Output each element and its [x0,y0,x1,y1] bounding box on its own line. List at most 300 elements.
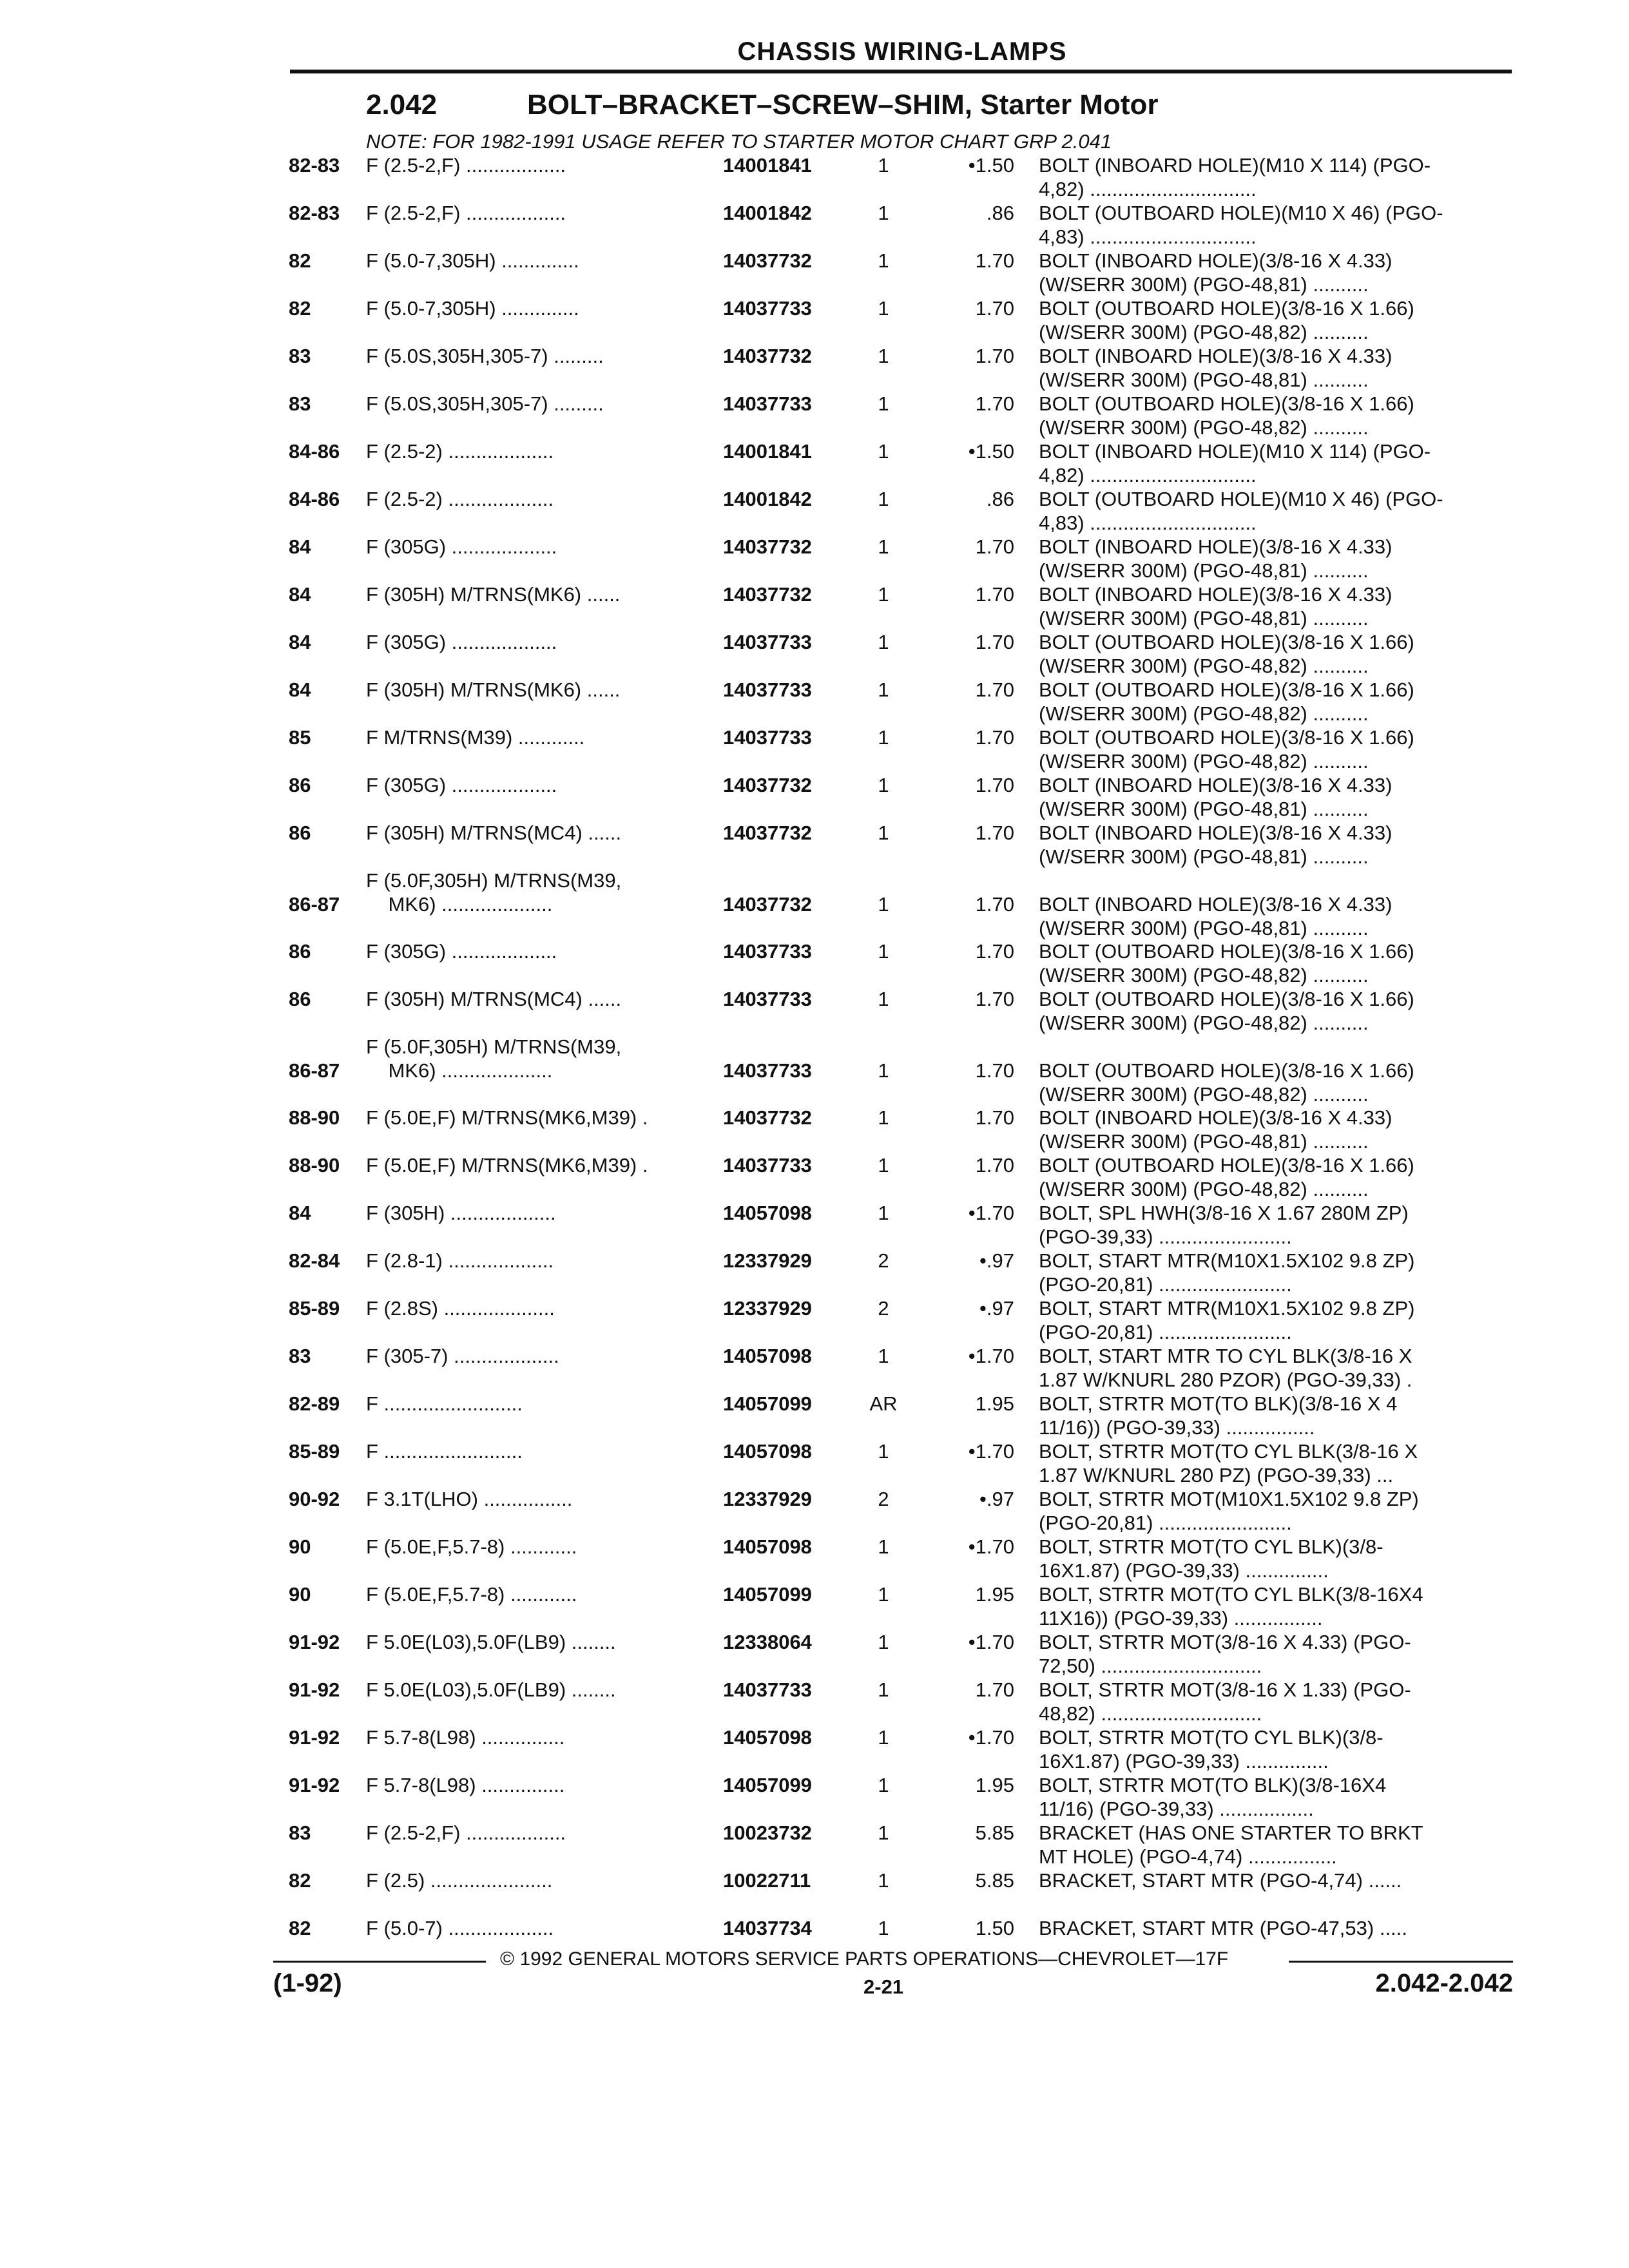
part-number: 14037733 [723,392,812,415]
table-row [0,630,1629,678]
quantity: 1 [878,1059,889,1082]
description-line: (W/SERR 300M) (PGO-48,81) .......... [1039,845,1369,868]
description-line: BRACKET, START MTR (PGO-47,53) ..... [1039,1917,1407,1939]
price: •.97 [979,1249,1014,1272]
application [366,1035,711,1082]
description [1039,1725,1505,1773]
application: F (5.0E,F) M/TRNS(MK6,M39) . [366,1154,648,1177]
description-line: BOLT (OUTBOARD HOLE)(3/8-16 X 1.66) [1039,1059,1414,1082]
part-number: 14037734 [723,1917,812,1939]
price: 1.70 [975,893,1014,916]
quantity: 1 [878,1821,889,1844]
description-line: 4,83) .............................. [1039,226,1257,248]
part-number: 14037732 [723,822,812,844]
model-years: 84 [289,631,311,653]
quantity: 1 [878,1726,889,1749]
description-line: BRACKET, START MTR (PGO-4,74) ...... [1039,1869,1402,1892]
model-years: 84 [289,1202,311,1224]
model-years: 86 [289,988,311,1010]
description-line: BOLT (OUTBOARD HOLE)(3/8-16 X 1.66) [1039,940,1414,963]
description-line: BOLT (OUTBOARD HOLE)(3/8-16 X 1.66) [1039,726,1414,749]
description-line: (PGO-20,81) ........................ [1039,1512,1292,1534]
application: F 5.7-8(L98) ............... [366,1774,565,1796]
description-line: BOLT, SPL HWH(3/8-16 X 1.67 280M ZP) [1039,1202,1409,1224]
table-row [0,249,1629,296]
model-years: 90 [289,1535,311,1558]
table-row [0,1153,1629,1201]
description-line: BOLT (OUTBOARD HOLE)(3/8-16 X 1.66) [1039,631,1414,653]
price: •.97 [979,1488,1014,1510]
description [1039,821,1505,869]
description-line: (PGO-20,81) ........................ [1039,1273,1292,1296]
application: F (5.0-7,305H) .............. [366,249,579,272]
description [1039,1344,1505,1392]
model-years: 86-87 [289,1059,340,1082]
description [1039,535,1505,582]
model-years: 85-89 [289,1297,340,1320]
quantity: 1 [878,154,889,177]
model-years: 85-89 [289,1440,340,1463]
table-row [0,1487,1629,1535]
part-number: 14057099 [723,1774,812,1796]
description [1039,1678,1505,1725]
revision-date: (1-92) [273,1969,342,1997]
quantity: 1 [878,488,889,510]
description-line: (W/SERR 300M) (PGO-48,82) .......... [1039,702,1369,725]
quantity: 1 [878,440,889,463]
application: F (2.8-1) ................... [366,1249,554,1272]
quantity: 1 [878,1917,889,1939]
quantity: 1 [878,631,889,653]
description-line: BOLT, STRTR MOT(TO CYL BLK(3/8-16X4 [1039,1583,1423,1606]
description-line: BOLT (INBOARD HOLE)(3/8-16 X 4.33) [1039,893,1393,916]
description [1039,1535,1505,1582]
part-number: 14037732 [723,249,812,272]
table-row [0,1296,1629,1344]
description-line: (W/SERR 300M) (PGO-48,81) .......... [1039,369,1369,391]
quantity: 1 [878,392,889,415]
model-years: 91-92 [289,1631,340,1653]
model-years: 82-83 [289,154,340,177]
description-line: 11X16)) (PGO-39,33) ................ [1039,1607,1323,1629]
description [1039,582,1505,630]
quantity: 1 [878,202,889,224]
application [366,869,711,916]
quantity: 1 [878,988,889,1010]
price: 1.70 [975,774,1014,796]
model-years: 88-90 [289,1154,340,1177]
application: F (2.8S) .................... [366,1297,555,1320]
price: •1.70 [968,1440,1014,1463]
description [1039,201,1505,249]
model-years: 84 [289,678,311,701]
price: 5.85 [975,1821,1014,1844]
part-number: 14037733 [723,1059,812,1082]
description-line: 4,83) .............................. [1039,512,1257,534]
price: 1.70 [975,1154,1014,1177]
quantity: 1 [878,940,889,963]
description [1039,439,1505,487]
section-number: 2.042 [366,89,438,120]
part-number: 14037732 [723,1106,812,1129]
model-years: 90 [289,1583,311,1606]
description [1039,153,1505,201]
price: •1.50 [968,440,1014,463]
application: F 5.0E(L03),5.0F(LB9) ........ [366,1678,616,1701]
model-years: 82-84 [289,1249,340,1272]
table-row [0,344,1629,392]
table-row [0,1344,1629,1392]
description-line: BOLT (INBOARD HOLE)(3/8-16 X 4.33) [1039,822,1393,844]
description-line: (W/SERR 300M) (PGO-48,82) .......... [1039,1083,1369,1106]
price: 1.50 [975,1917,1014,1939]
model-years: 83 [289,1821,311,1844]
model-years: 91-92 [289,1678,340,1701]
price: 1.70 [975,392,1014,415]
application: F (2.5-2,F) .................. [366,1821,566,1844]
table-row [0,726,1629,773]
section-range: 2.042-2.042 [1375,1969,1513,1997]
price: 1.95 [975,1392,1014,1415]
application: F (5.0S,305H,305-7) ......... [366,392,604,415]
quantity: 1 [878,893,889,916]
part-number: 14057099 [723,1583,812,1606]
description-line: 48,82) ............................. [1039,1702,1262,1725]
price: •.97 [979,1297,1014,1320]
description [1039,1487,1505,1535]
table-row [0,1582,1629,1630]
description [1039,1869,1505,1892]
price: 1.70 [975,678,1014,701]
model-years: 86 [289,774,311,796]
price: •1.70 [968,1631,1014,1653]
application: F (305G) ................... [366,631,557,653]
description-line: 11/16) (PGO-39,33) ................. [1039,1798,1314,1820]
description [1039,678,1505,726]
part-number: 14001841 [723,154,812,177]
table-row [0,987,1629,1035]
part-number: 14037733 [723,1678,812,1701]
model-years: 88-90 [289,1106,340,1129]
application-line: F (5.0F,305H) M/TRNS(M39, [366,1035,622,1058]
description [1039,344,1505,392]
description [1039,296,1505,344]
application-line: MK6) .................... [366,893,553,916]
description-line: BOLT, START MTR(M10X1.5X102 9.8 ZP) [1039,1249,1415,1272]
model-years: 84-86 [289,440,340,463]
price: 1.70 [975,1106,1014,1129]
description [1039,630,1505,678]
description [1039,487,1505,535]
quantity: 1 [878,1202,889,1224]
description-line: (W/SERR 300M) (PGO-48,82) .......... [1039,750,1369,773]
model-years: 84 [289,535,311,558]
application: F ......................... [366,1392,523,1415]
description-line: (W/SERR 300M) (PGO-48,81) .......... [1039,273,1369,296]
description-line: 16X1.87) (PGO-39,33) ............... [1039,1559,1329,1582]
price: 1.95 [975,1583,1014,1606]
quantity: 2 [878,1297,889,1320]
application: F (305-7) ................... [366,1345,559,1367]
table-row [0,1725,1629,1773]
price: 1.70 [975,988,1014,1010]
price: 1.70 [975,631,1014,653]
part-number: 14001842 [723,202,812,224]
description-line: BOLT, STRTR MOT(M10X1.5X102 9.8 ZP) [1039,1488,1419,1510]
price: 1.70 [975,940,1014,963]
description [1039,726,1505,773]
part-number: 14037732 [723,535,812,558]
description [1039,892,1505,940]
description [1039,987,1505,1035]
copyright-line: © 1992 GENERAL MOTORS SERVICE PARTS OPERATIONS—CHEVROLET—17F [500,1948,1229,1970]
description-line: (W/SERR 300M) (PGO-48,82) .......... [1039,964,1369,986]
model-years: 83 [289,392,311,415]
part-number: 14037733 [723,1154,812,1177]
description-line: (W/SERR 300M) (PGO-48,81) .......... [1039,1130,1369,1153]
part-number: 14037733 [723,940,812,963]
table-row [0,1249,1629,1296]
application: F (5.0E,F,5.7-8) ............ [366,1583,577,1606]
quantity: 1 [878,1345,889,1367]
application: F (2.5-2) ................... [366,488,554,510]
part-number: 14037733 [723,988,812,1010]
price: .86 [986,202,1014,224]
part-number: 14037733 [723,631,812,653]
description [1039,939,1505,987]
description-line: BOLT, STRTR MOT(3/8-16 X 4.33) (PGO- [1039,1631,1411,1653]
table-row [0,773,1629,821]
model-years: 82 [289,297,311,320]
price: •1.70 [968,1726,1014,1749]
description-line: 72,50) ............................. [1039,1655,1262,1677]
price: 1.95 [975,1774,1014,1796]
part-number: 14057098 [723,1345,812,1367]
part-number: 12337929 [723,1297,812,1320]
footer-divider-right [1289,1961,1513,1963]
model-years: 91-92 [289,1774,340,1796]
description-line: BOLT (OUTBOARD HOLE)(3/8-16 X 1.66) [1039,392,1414,415]
description-line: BOLT (INBOARD HOLE)(3/8-16 X 4.33) [1039,535,1393,558]
description-line: BOLT (INBOARD HOLE)(3/8-16 X 4.33) [1039,249,1393,272]
part-number: 14037733 [723,678,812,701]
part-number: 14057098 [723,1202,812,1224]
quantity: 1 [878,345,889,367]
price: 1.70 [975,726,1014,749]
table-row [0,1821,1629,1869]
description-line: 1.87 W/KNURL 280 PZ) (PGO-39,33) ... [1039,1464,1394,1486]
model-years: 82 [289,1917,311,1939]
model-years: 86 [289,822,311,844]
description-line: BOLT, STRTR MOT(TO CYL BLK)(3/8- [1039,1535,1383,1558]
description-line: (W/SERR 300M) (PGO-48,82) .......... [1039,321,1369,343]
application-line: MK6) .................... [366,1059,553,1082]
description-line: 1.87 W/KNURL 280 PZOR) (PGO-39,33) . [1039,1369,1412,1391]
section-title: BOLT–BRACKET–SCREW–SHIM, Starter Motor [527,89,1159,120]
application: F ......................... [366,1440,523,1463]
quantity: 1 [878,583,889,606]
price: 1.70 [975,583,1014,606]
quantity: 1 [878,1106,889,1129]
price: •1.70 [968,1345,1014,1367]
description-line: BOLT (INBOARD HOLE)(3/8-16 X 4.33) [1039,345,1393,367]
model-years: 90-92 [289,1488,340,1510]
table-row [0,1773,1629,1821]
part-number: 10022711 [723,1869,811,1892]
table-row [0,1439,1629,1487]
description-line: BOLT, START MTR TO CYL BLK(3/8-16 X [1039,1345,1412,1367]
table-row [0,1392,1629,1439]
usage-note: NOTE: FOR 1982-1991 USAGE REFER TO STARTER MOTOR CHART GRP 2.041 [366,130,1112,153]
model-years: 82-89 [289,1392,340,1415]
table-row [0,1035,1629,1106]
description [1039,1153,1505,1201]
header-divider [290,70,1512,73]
quantity: 1 [878,726,889,749]
model-years: 91-92 [289,1726,340,1749]
description-line: BOLT, STRTR MOT(TO CYL BLK(3/8-16 X [1039,1440,1418,1463]
application: F (2.5) ...................... [366,1869,553,1892]
description [1039,1296,1505,1344]
price: 1.70 [975,535,1014,558]
description-line: BOLT (OUTBOARD HOLE)(3/8-16 X 1.66) [1039,678,1414,701]
description [1039,1106,1505,1153]
description-line: BOLT, STRTR MOT(TO BLK)(3/8-16 X 4 [1039,1392,1398,1415]
description-line: BOLT (INBOARD HOLE)(M10 X 114) (PGO- [1039,154,1431,177]
description [1039,1439,1505,1487]
description-line: (W/SERR 300M) (PGO-48,82) .......... [1039,655,1369,677]
model-years: 82 [289,249,311,272]
description-line: BOLT (OUTBOARD HOLE)(M10 X 46) (PGO- [1039,202,1443,224]
application: F M/TRNS(M39) ............ [366,726,585,749]
table-row [0,821,1629,869]
part-number: 12338064 [723,1631,812,1653]
application: F (5.0-7) ................... [366,1917,554,1939]
quantity: 1 [878,535,889,558]
table-row [0,1630,1629,1678]
application: F (305H) ................... [366,1202,556,1224]
table-row [0,296,1629,344]
description-line: MT HOLE) (PGO-4,74) ................ [1039,1845,1337,1868]
part-number: 14037733 [723,726,812,749]
description [1039,773,1505,821]
page-number: 2-21 [863,1975,904,1998]
description-line: BOLT (INBOARD HOLE)(3/8-16 X 4.33) [1039,774,1393,796]
application: F (305H) M/TRNS(MC4) ...... [366,822,622,844]
price: 1.70 [975,345,1014,367]
description-line: 4,82) .............................. [1039,464,1257,486]
description-line: 11/16)) (PGO-39,33) ................ [1039,1416,1315,1439]
table-row [0,1869,1629,1916]
model-years: 82 [289,1869,311,1892]
description [1039,1773,1505,1821]
part-number: 14037732 [723,583,812,606]
description [1039,1392,1505,1439]
application: F (305G) ................... [366,940,557,963]
table-row [0,535,1629,582]
price: 1.70 [975,297,1014,320]
quantity: 1 [878,1583,889,1606]
price: 5.85 [975,1869,1014,1892]
quantity: 1 [878,1535,889,1558]
model-years: 86 [289,940,311,963]
quantity: 1 [878,1154,889,1177]
table-row [0,201,1629,249]
description-line: (W/SERR 300M) (PGO-48,82) .......... [1039,416,1369,439]
part-number: 14037733 [723,297,812,320]
quantity: 1 [878,249,889,272]
quantity: 2 [878,1488,889,1510]
description-line: BOLT (INBOARD HOLE)(3/8-16 X 4.33) [1039,1106,1393,1129]
description-line: (W/SERR 300M) (PGO-48,81) .......... [1039,607,1369,629]
table-row [0,153,1629,201]
price: •1.50 [968,154,1014,177]
description-line: BOLT (INBOARD HOLE)(3/8-16 X 4.33) [1039,583,1393,606]
table-row [0,582,1629,630]
model-years: 83 [289,345,311,367]
application: F 5.0E(L03),5.0F(LB9) ........ [366,1631,616,1653]
model-years: 86-87 [289,893,340,916]
application: F 5.7-8(L98) ............... [366,1726,565,1749]
footer-divider-left [273,1961,486,1963]
application: F (2.5-2,F) .................. [366,154,566,177]
description-line: BOLT, STRTR MOT(TO BLK)(3/8-16X4 [1039,1774,1387,1796]
description [1039,1582,1505,1630]
application: F (5.0E,F) M/TRNS(MK6,M39) . [366,1106,648,1129]
description-line: (PGO-20,81) ........................ [1039,1321,1292,1343]
description [1039,1059,1505,1106]
description-line: BOLT, START MTR(M10X1.5X102 9.8 ZP) [1039,1297,1415,1320]
application-line: F (5.0F,305H) M/TRNS(M39, [366,869,622,892]
table-row [0,1106,1629,1153]
quantity: 2 [878,1249,889,1272]
part-number: 14037732 [723,893,812,916]
application: F (5.0E,F,5.7-8) ............ [366,1535,577,1558]
application: F (305H) M/TRNS(MC4) ...... [366,988,622,1010]
part-number: 14001841 [723,440,812,463]
quantity: 1 [878,1869,889,1892]
description-line: BOLT (OUTBOARD HOLE)(3/8-16 X 1.66) [1039,988,1414,1010]
price: 1.70 [975,822,1014,844]
description-line: BOLT (OUTBOARD HOLE)(3/8-16 X 1.66) [1039,297,1414,320]
quantity: 1 [878,1631,889,1653]
quantity: 1 [878,1678,889,1701]
description-line: (W/SERR 300M) (PGO-48,81) .......... [1039,559,1369,582]
description-line: (PGO-39,33) ........................ [1039,1225,1292,1248]
description [1039,1630,1505,1678]
description-line: (W/SERR 300M) (PGO-48,82) .......... [1039,1178,1369,1200]
model-years: 84-86 [289,488,340,510]
price: 1.70 [975,249,1014,272]
table-row [0,678,1629,726]
description [1039,1201,1505,1249]
description-line: BOLT (OUTBOARD HOLE)(M10 X 46) (PGO- [1039,488,1443,510]
description [1039,1821,1505,1869]
description-line: BRACKET (HAS ONE STARTER TO BRKT [1039,1821,1423,1844]
table-row [0,392,1629,439]
description-line: (W/SERR 300M) (PGO-48,81) .......... [1039,917,1369,939]
price: •1.70 [968,1535,1014,1558]
part-number: 14057099 [723,1392,812,1415]
part-number: 14057098 [723,1535,812,1558]
description [1039,1916,1505,1940]
application: F (2.5-2,F) .................. [366,202,566,224]
quantity: 1 [878,1774,889,1796]
model-years: 85 [289,726,311,749]
part-number: 14037732 [723,774,812,796]
description [1039,1249,1505,1296]
model-years: 82-83 [289,202,340,224]
